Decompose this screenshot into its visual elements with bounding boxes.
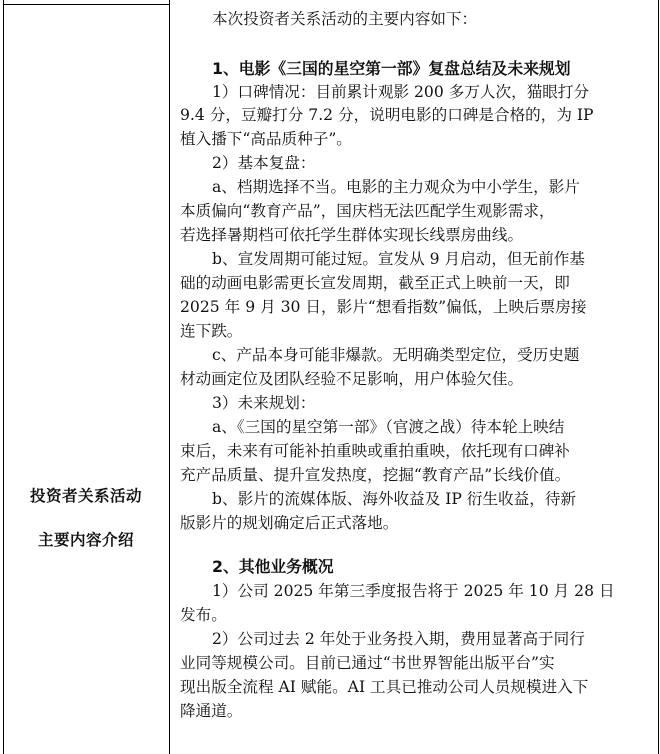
reputation-line: 9.4 分，豆瓣打分 7.2 分，说明电影的口碑是合格的，为 IP bbox=[180, 106, 594, 124]
item-2-line: 2）公司过去 2 年处于业务投入期，费用显著高于同行 bbox=[212, 630, 585, 648]
plan-b-line: 版影片的规划确定后正式落地。 bbox=[180, 514, 399, 532]
review-c-line: 材动画定位及团队经验不足影响，用户体验欠佳。 bbox=[180, 370, 524, 388]
section-2-heading: 2、其他业务概况 bbox=[212, 557, 334, 576]
review-a-line: a、档期选择不当。电影的主力观众为中小学生，影片 bbox=[212, 178, 580, 196]
item-1-line: 发布。 bbox=[180, 606, 227, 624]
plan-a-line: a、《三国的星空第一部》（官渡之战）待本轮上映结 bbox=[212, 418, 565, 436]
review-b-line: 础的动画电影需更长宣发周期，截至正式上映前一天，即 bbox=[180, 274, 570, 292]
row-label-line-2: 主要内容介绍 bbox=[37, 531, 134, 549]
table-column-divider bbox=[169, 0, 170, 754]
review-b-line: b、宣发周期可能过短。宣发从 9 月启动，但无前作基 bbox=[212, 250, 585, 268]
review-c-line: c、产品本身可能非爆款。无明确类型定位，受历史题 bbox=[212, 346, 580, 364]
plan-title: 3）未来规划： bbox=[212, 394, 316, 412]
section-1-heading: 1、电影《三国的星空第一部》复盘总结及未来规划 bbox=[212, 59, 571, 78]
plan-a-line: 束后，未来有可能补拍重映或重拍重映，依托现有口碑补 bbox=[180, 442, 570, 460]
reputation-line: 植入播下“高品质种子”。 bbox=[180, 130, 352, 148]
plan-b-line: b、影片的流媒体版、海外收益及 IP 衍生收益，待新 bbox=[212, 490, 577, 508]
review-b-line: 2025 年 9 月 30 日，影片“想看指数”偏低，上映后票房接 bbox=[180, 298, 587, 316]
item-2-line: 现出版全流程 AI 赋能。AI 工具已推动公司人员规模进入下 bbox=[180, 678, 589, 696]
intro-text: 本次投资者关系活动的主要内容如下： bbox=[212, 10, 478, 28]
table-row-divider bbox=[3, 4, 169, 5]
review-a-line: 若选择暑期档可依托学生群体实现长线票房曲线。 bbox=[180, 226, 524, 244]
reputation-line: 1）口碑情况：目前累计观影 200 多万人次，猫眼打分 bbox=[212, 83, 590, 101]
review-a-line: 本质偏向“教育产品”，国庆档无法匹配学生观影需求， bbox=[180, 202, 555, 220]
review-b-line: 连下跌。 bbox=[180, 322, 243, 340]
row-label-line-1: 投资者关系活动 bbox=[29, 487, 142, 505]
review-title: 2）基本复盘： bbox=[212, 154, 316, 172]
item-1-line: 1）公司 2025 年第三季度报告将于 2025 年 10 月 28 日 bbox=[212, 582, 615, 600]
plan-a-line: 充产品质量、提升宣发热度，挖掘“教育产品”长线价值。 bbox=[180, 466, 571, 484]
item-2-line: 降通道。 bbox=[180, 702, 243, 720]
item-2-line: 业同等规模公司。目前已通过“书世界智能出版平台”实 bbox=[180, 654, 555, 672]
